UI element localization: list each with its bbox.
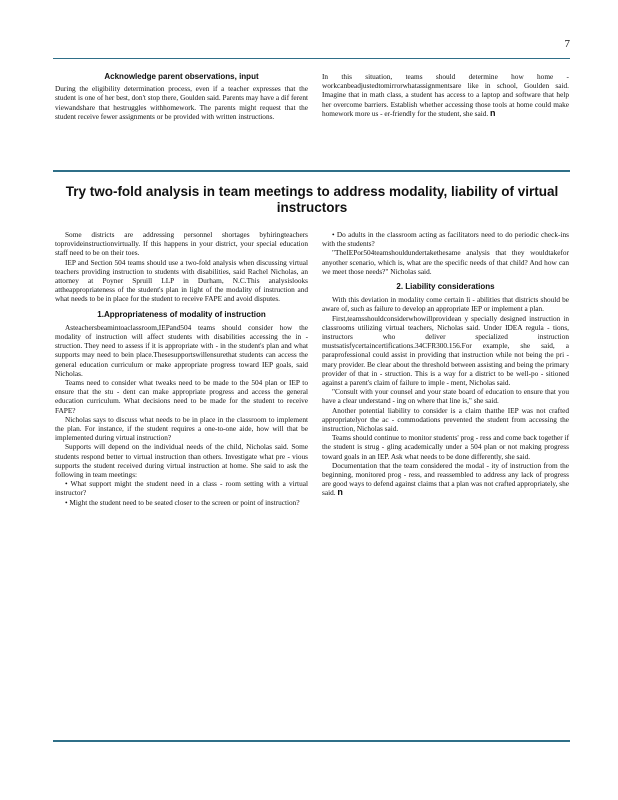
- paragraph: Asteachersbeamintoaclassroom,IEPand504 teams should consider how the modality of instruction will affect students with disabilities accessing the in - struction. They need to assess if it is appropriate with - in the student's plan and what supports may need to bein place.Thesesupportswillensurethat students can access the general education curriculum or make appropriate progress toward IEP goals, said Nicholas.: [55, 322, 308, 378]
- sidebar-article-left: [55, 72, 308, 121]
- paragraph: Supports will depend on the individual needs of the child, Nicholas said. Some students respond better to virtual instruction than others. Investigate what pre - vious supports the student received during virtual instruction at home. She said to ask the following in team meetings:: [55, 442, 308, 480]
- paragraph: "Consult with your counsel and your state board of education to ensure that you have a clear understand - ing on where that line is," she said.: [322, 387, 569, 406]
- sidebar-article-right: [322, 72, 569, 118]
- paragraph: With this deviation in modality come certain li - abilities that districts should be aware of, such as failure to develop an appropriate IEP or implement a plan.: [322, 295, 569, 314]
- paragraph-text: Documentation that the team considered the modal - ity of instruction from the beginning, monitored prog - ress, and reassembled to address any lack of progress are good ways to defend against claims that a plan was not crafted appropriately, she said.: [322, 460, 569, 498]
- article-title: Try two-fold analysis in team meetings to address modality, liability of virtual instructors: [65, 184, 559, 215]
- paragraph: Teams should continue to monitor students' prog - ress and come back together if the student is strug - gling academically under a 504 plan or not making progress toward goals in an IEP. Ask what needs to be done differently, she said.: [322, 433, 569, 461]
- paragraph: Some districts are addressing personnel shortages byhiringteachers toprovideinstructionvirtually. If this happens in your district, your special education staff need to be on their toes.: [55, 230, 308, 258]
- paragraph: [322, 72, 569, 118]
- paragraph: [322, 461, 569, 498]
- paragraph: Another potential liability to consider is a claim thatthe IEP was not crafted appropriatelyor the ac - commodations prevented the student from accessing the instruction, Nicholas said.: [322, 405, 569, 434]
- subheading-appropriateness: 1.Appropriateness of modality of instruction: [97, 309, 266, 319]
- section-heading: Acknowledge parent observations, input: [104, 72, 259, 81]
- section-divider: [53, 170, 570, 172]
- subheading-liability: 2. Liability considerations: [396, 282, 495, 292]
- end-mark: n: [337, 487, 343, 498]
- paragraph: During the eligibility determination process, even if a teacher expresses that the student is one of her best, don't stop there, Goulden said. Parents may have a dif ferent viewandshare that hestruggles withhomework. The parents might request that the student receive fewer assignments or be provided with written instructions.: [55, 84, 308, 121]
- paragraph-text: In this situation, teams should determine how home - workcanbeadjustedtomirrorwhatassignmentsare like in school, Goulden said. Imagine that in math class, a student has access to a laptop and software that help her overcome barriers. Establish whether accessing those tools at home could make homework more us - er-friendly for the student, she said.: [322, 72, 569, 118]
- paragraph: Teams need to consider what tweaks need to be made to the 504 plan or IEP to ensure that the stu - dent can make appropriate progress and access the general education curriculum. What decisions need to be made for the student to receive FAPE?: [55, 378, 308, 415]
- article-column-left: [55, 230, 308, 507]
- paragraph: "TheIEPor504teamshouldundertakethesame analysis that they wouldtakefor anyother scenario, which is, what are the specific needs of that child? And how can we meet those needs?" Nicholas said.: [322, 248, 569, 276]
- bottom-divider: [53, 740, 570, 742]
- article-column-right: [322, 230, 569, 498]
- bullet-item: • Do adults in the classroom acting as facilitators need to do periodic check-ins with the students?: [322, 230, 569, 249]
- top-divider: [53, 58, 570, 59]
- end-mark: n: [490, 107, 496, 118]
- bullet-item: • What support might the student need in a class - room setting with a virtual instructor?: [55, 479, 308, 498]
- paragraph: First,teamsshouldconsiderwhowillprovidean y specially designed instruction in classrooms utilizing virtual teachers, Nicholas said. Under IDEA regula - tions, instructors who deliver specialized instruction mustsatisfycertaincertifications.34CFR300.156.For example, she said, a paraprofessional could assist in providing that instruction while not being the pri - mary provider. Be clear about the threshold between assisting and being the primary provider of that in - struction. This is a way for a district to be well-po - sitioned against a parent's claim of failure to imple - ment, Nicholas said.: [322, 313, 569, 388]
- bullet-item: • Might the student need to be seated closer to the screen or point of instruction?: [65, 497, 300, 507]
- paragraph: IEP and Section 504 teams should use a two-fold analysis when discussing virtual teachers providing instruction to students with disabilities, said Rachel Nicholas, an attorney at Poyner Spruill LLP in Durham, N.C.This analysislooks attheappropriateness of the student's plan in light of the modality of instruction and what needs to be in place for the student to receive FAPE and avoid disputes.: [55, 257, 308, 304]
- paragraph: Nicholas says to discuss what needs to be in place in the classroom to implement the plan. For instance, if the student requires a one-to-one aide, how will that be implemented during virtual instruction?: [55, 414, 308, 443]
- page-number: 7: [564, 38, 570, 50]
